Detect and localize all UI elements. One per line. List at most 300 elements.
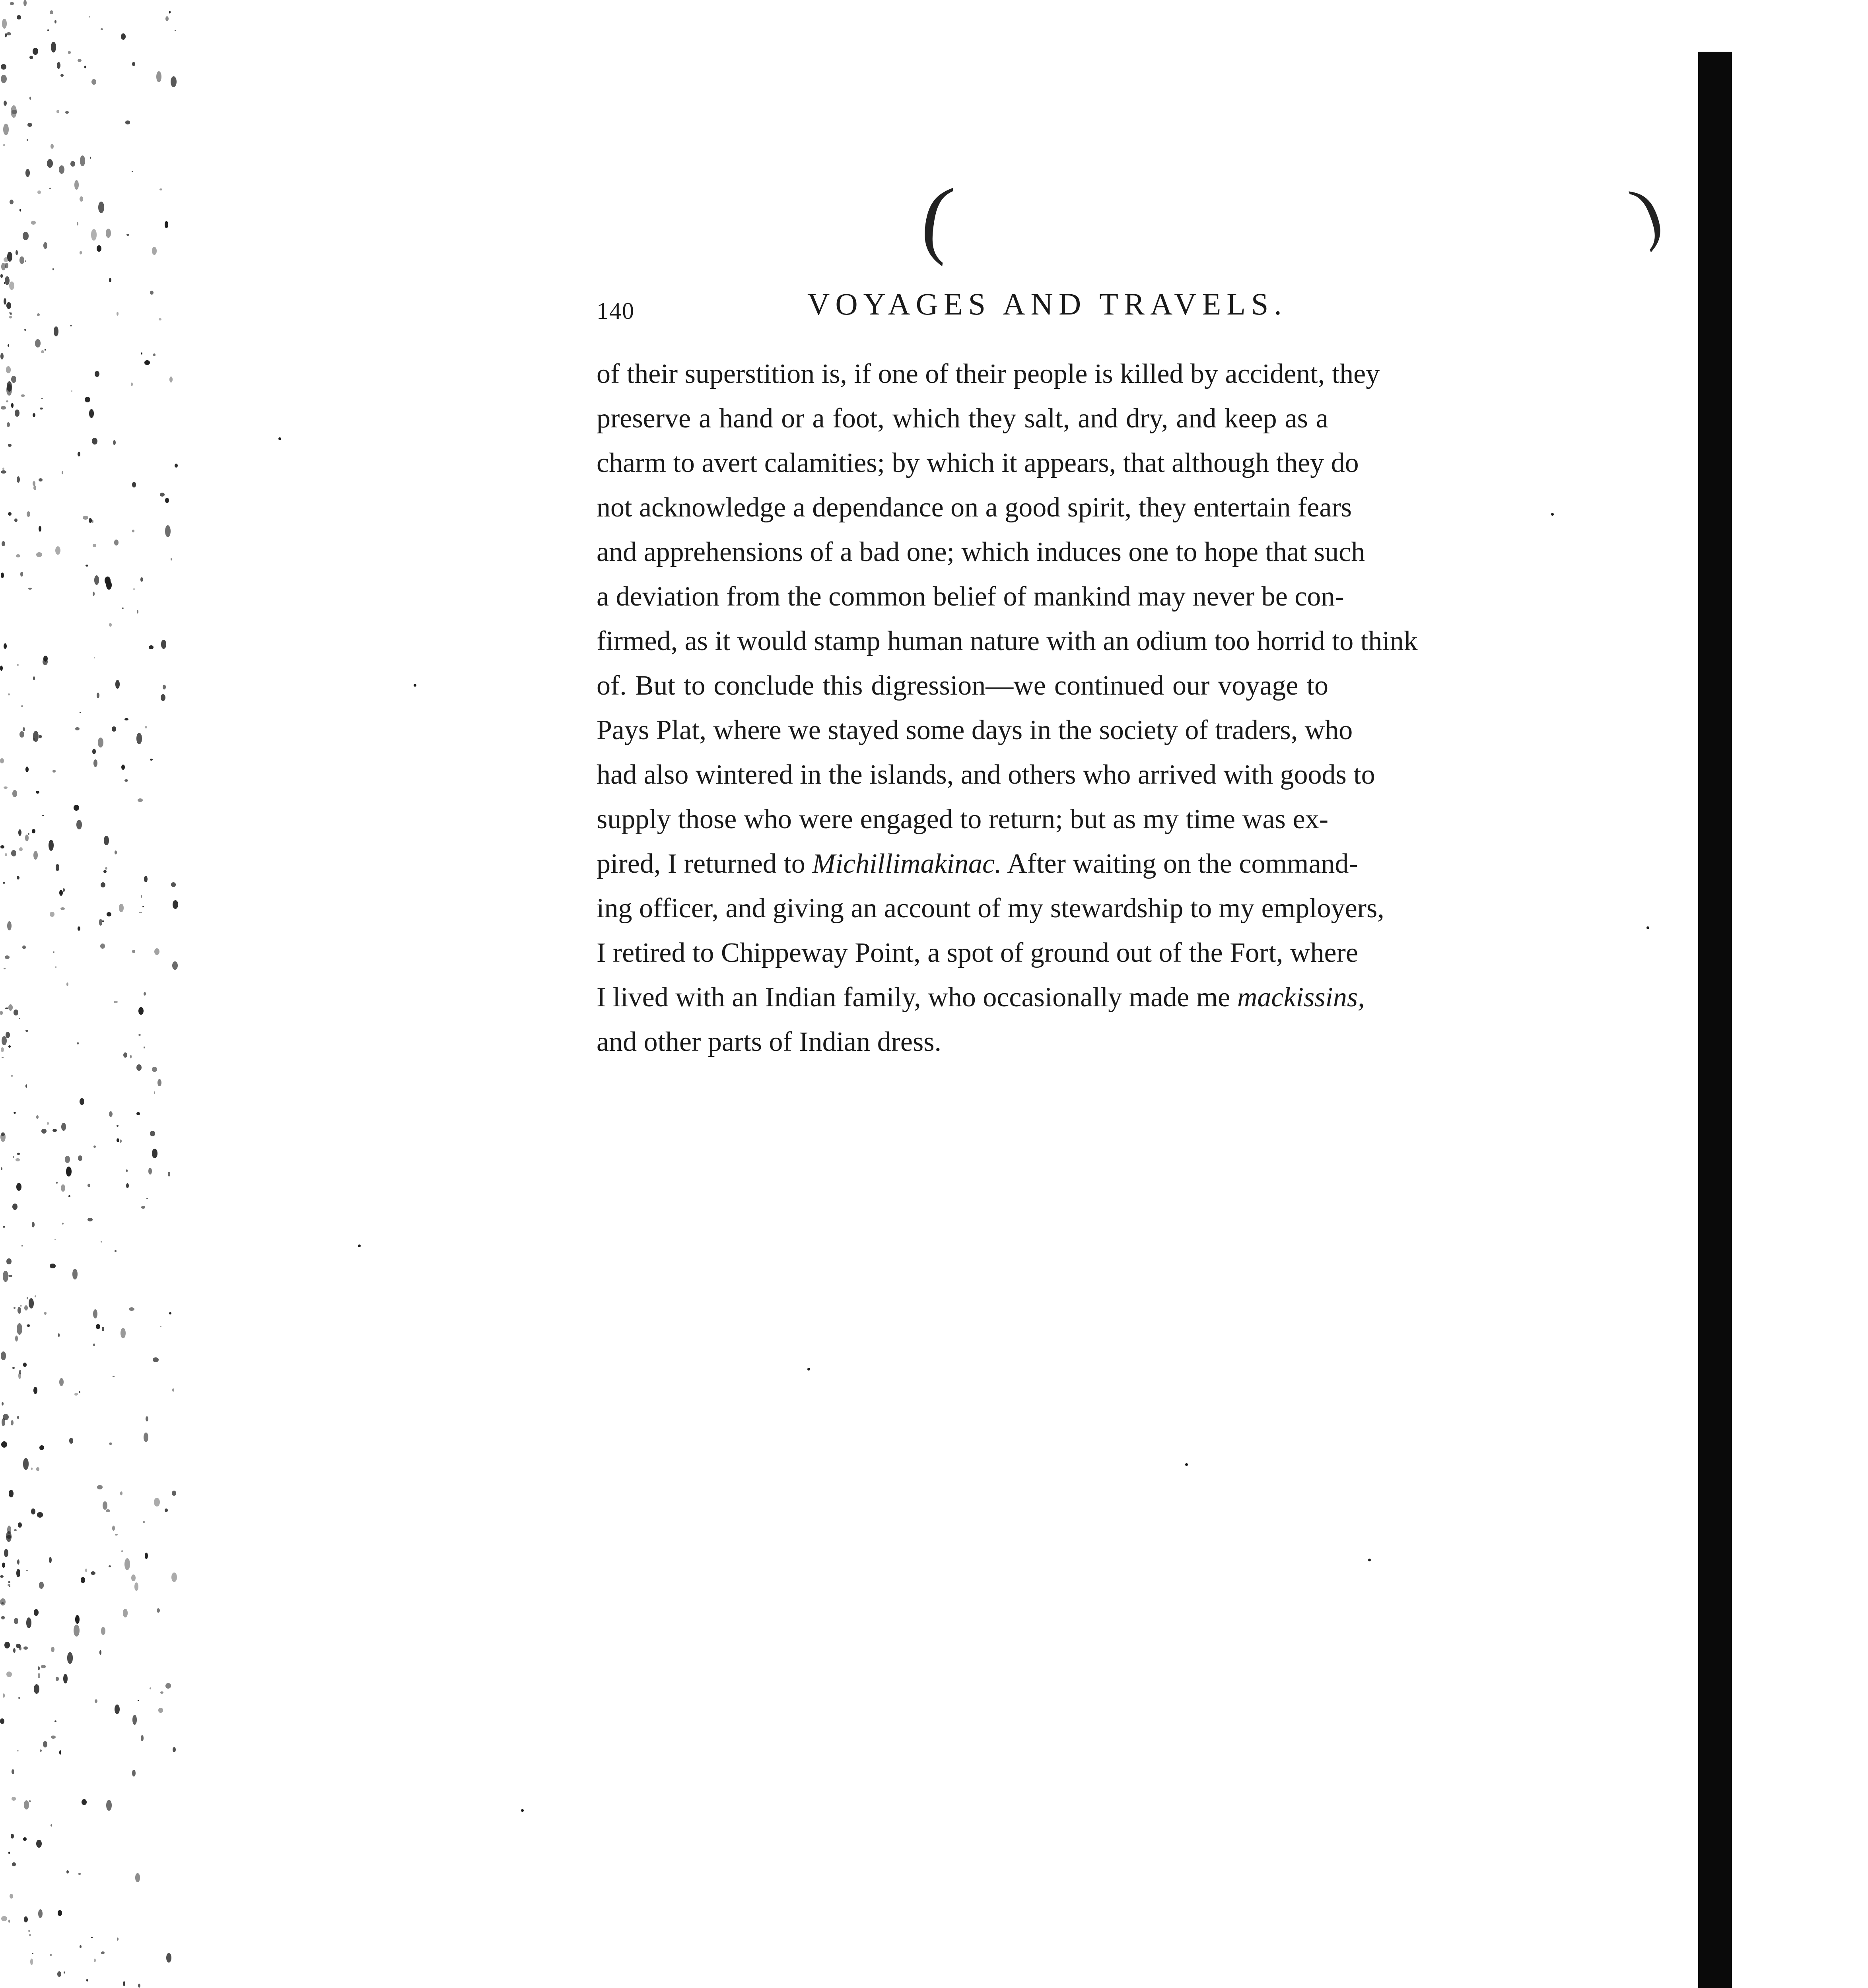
- text-line: had also wintered in the islands, and others who arrived with goods to: [597, 759, 1375, 790]
- scan-speck: [0, 1598, 6, 1606]
- scan-speck: [16, 1644, 20, 1648]
- scan-speck: [67, 1652, 73, 1664]
- scan-speck: [163, 685, 166, 689]
- scan-speck: [58, 1333, 60, 1337]
- running-head: VOYAGES AND TRAVELS.: [807, 287, 1287, 321]
- scan-speck: [19, 256, 24, 264]
- scan-speck: [69, 1438, 74, 1443]
- scan-speck: [20, 572, 23, 577]
- scan-speck: [18, 1522, 22, 1528]
- scan-speck: [124, 1558, 130, 1570]
- scan-speck: [172, 1491, 176, 1496]
- scan-speck: [153, 353, 155, 356]
- scan-speck: [5, 1008, 8, 1010]
- scan-speck: [86, 1979, 88, 1982]
- scan-speck: [145, 1553, 148, 1559]
- scan-speck: [157, 1608, 160, 1613]
- scan-speck: [113, 440, 116, 445]
- scan-speck: [153, 1357, 159, 1363]
- scan-speck: [91, 1571, 95, 1575]
- scan-speck: [120, 1140, 121, 1143]
- scan-speck: [8, 344, 9, 347]
- scan-speck: [30, 1959, 33, 1965]
- scan-speck: [1185, 1463, 1188, 1466]
- scan-speck: [4, 786, 8, 789]
- scan-speck: [29, 1800, 31, 1802]
- scan-speck: [3, 124, 9, 135]
- scan-speck: [101, 1627, 106, 1635]
- text-line: Pays Plat, where we stayed some days in the society of traders, who: [597, 715, 1353, 746]
- scan-speck: [31, 221, 35, 225]
- scan-speck: [132, 62, 135, 66]
- scan-speck: [36, 1840, 42, 1848]
- page-header: [597, 286, 1328, 330]
- scan-speck: [80, 251, 82, 254]
- scan-speck: [8, 512, 12, 516]
- text-segment: I lived with an Indian family, who occasionally made me: [597, 982, 1237, 1013]
- scan-speck: [77, 222, 78, 225]
- scan-speck: [115, 1705, 120, 1714]
- text-segment: pired, I returned to: [597, 848, 813, 879]
- scan-speck: [143, 1521, 145, 1523]
- scan-speck: [138, 798, 143, 802]
- scan-speck: [146, 1198, 148, 1199]
- scan-speck: [112, 1526, 115, 1531]
- scan-speck: [104, 836, 109, 845]
- scan-speck: [169, 1312, 171, 1314]
- scan-speck: [144, 1046, 145, 1048]
- scan-speck: [101, 28, 103, 30]
- scan-speck: [32, 829, 36, 833]
- scan-speck: [132, 1715, 137, 1724]
- scan-speck: [106, 1509, 110, 1512]
- scan-speck: [23, 0, 27, 6]
- scan-speck: [39, 735, 42, 738]
- scan-speck: [109, 623, 112, 627]
- scan-speck: [124, 779, 128, 781]
- scan-speck: [76, 820, 82, 829]
- scan-speck: [93, 759, 97, 767]
- scan-speck: [14, 1112, 16, 1114]
- scan-speck: [0, 1011, 3, 1015]
- scan-speck: [121, 1328, 126, 1338]
- scan-speck: [11, 1834, 14, 1839]
- scan-speck: [34, 1609, 39, 1616]
- scan-speck: [65, 111, 69, 114]
- scan-speck: [807, 1368, 810, 1371]
- scan-speck: [47, 29, 49, 31]
- scan-speck: [93, 1145, 96, 1148]
- scan-speck: [78, 1155, 82, 1161]
- scan-speck: [63, 1674, 68, 1683]
- scan-speck: [37, 313, 40, 316]
- scan-speck: [142, 906, 144, 907]
- scan-speck: [0, 274, 3, 278]
- scan-speck: [16, 250, 18, 256]
- scan-speck: [95, 371, 99, 377]
- scan-speck: [74, 805, 79, 811]
- scan-speck: [39, 1445, 44, 1450]
- scan-speck: [41, 1665, 46, 1668]
- scan-speck: [144, 876, 148, 882]
- scan-speck: [19, 209, 21, 212]
- scan-speck: [40, 408, 43, 410]
- scan-speck: [140, 577, 144, 582]
- scan-speck: [112, 726, 116, 732]
- scan-speck: [82, 1799, 87, 1805]
- scan-speck: [172, 961, 177, 970]
- scan-speck: [27, 1324, 30, 1327]
- scan-speck: [6, 1032, 10, 1038]
- scan-speck: [18, 1373, 21, 1379]
- scan-speck: [1, 1167, 2, 1170]
- scan-speck: [12, 1367, 15, 1369]
- scan-speck: [5, 33, 7, 37]
- scan-speck: [141, 352, 142, 355]
- scan-speck: [56, 864, 59, 871]
- scan-speck: [68, 51, 71, 54]
- scan-speck: [161, 694, 165, 701]
- page-number: 140: [597, 298, 635, 324]
- scan-speck: [33, 676, 35, 680]
- scan-speck: [2, 1036, 7, 1045]
- scan-speck: [12, 1797, 16, 1801]
- scan-speck: [14, 518, 17, 522]
- scan-speck: [138, 1034, 141, 1036]
- scan-speck: [6, 1258, 12, 1265]
- scan-speck: [59, 890, 63, 896]
- scan-speck: [11, 1075, 13, 1077]
- scan-speck: [51, 1736, 56, 1739]
- scan-speck: [132, 530, 134, 532]
- stray-mark-hook: ): [1621, 171, 1672, 254]
- scan-speck: [7, 422, 10, 427]
- scan-speck: [33, 481, 35, 486]
- scan-speck: [10, 1894, 13, 1899]
- scan-speck: [33, 731, 39, 742]
- scan-speck: [154, 1498, 160, 1507]
- scan-speck: [14, 1529, 17, 1531]
- scan-speck: [4, 257, 8, 262]
- scan-speck: [133, 588, 134, 590]
- scan-speck: [52, 1129, 57, 1132]
- scan-speck: [14, 1010, 18, 1015]
- scan-speck: [80, 1945, 82, 1948]
- scan-speck: [41, 350, 44, 353]
- scan-speck: [103, 1501, 107, 1510]
- scan-speck: [66, 1167, 72, 1176]
- scan-speck: [109, 1111, 113, 1117]
- scan-speck: [85, 397, 91, 402]
- scan-speck: [75, 727, 80, 730]
- scan-speck: [20, 1305, 22, 1307]
- scan-speck: [9, 1490, 13, 1497]
- scan-speck: [80, 1098, 84, 1105]
- scan-speck: [160, 1691, 163, 1694]
- scan-speck: [1, 263, 6, 270]
- scan-speck: [25, 1030, 28, 1032]
- scan-speck: [117, 1938, 119, 1941]
- scan-speck: [35, 1295, 36, 1297]
- binding-shadow-bar: [1698, 52, 1732, 1988]
- scan-speck: [124, 718, 128, 720]
- scan-speck: [109, 278, 111, 282]
- scan-speck: [144, 1433, 148, 1442]
- scan-speck: [80, 155, 85, 166]
- scan-speck: [41, 398, 43, 399]
- scan-speck: [18, 1697, 20, 1699]
- scan-speck: [38, 1909, 43, 1918]
- scan-speck: [141, 1206, 145, 1208]
- scan-speck: [4, 968, 6, 969]
- scan-speck: [8, 693, 10, 695]
- scan-speck: [168, 1172, 170, 1176]
- scan-speck: [91, 520, 93, 523]
- scan-speck: [136, 1064, 142, 1071]
- scan-speck: [171, 882, 176, 887]
- scan-speck: [78, 59, 82, 62]
- scan-speck: [41, 1129, 47, 1134]
- scan-speck: [6, 32, 11, 35]
- scan-speck: [27, 511, 30, 517]
- scan-speck: [141, 1735, 144, 1741]
- scan-speck: [12, 790, 17, 797]
- scan-speck: [66, 982, 68, 986]
- scan-speck: [115, 1534, 117, 1536]
- scan-speck: [145, 726, 147, 728]
- scan-speck: [36, 791, 39, 794]
- scan-speck: [93, 544, 96, 547]
- scan-speck: [126, 234, 129, 236]
- scan-speck: [6, 400, 9, 402]
- scan-speck: [126, 1169, 128, 1172]
- scan-speck: [1, 1616, 5, 1619]
- scan-speck: [39, 526, 41, 532]
- scan-speck: [114, 540, 119, 546]
- scan-speck: [10, 200, 14, 204]
- scan-speck: [1, 573, 4, 578]
- scan-speck: [94, 1959, 96, 1962]
- scan-speck: [23, 1458, 29, 1470]
- scan-speck: [39, 478, 43, 481]
- scan-speck: [21, 705, 23, 707]
- scan-speck: [172, 1388, 174, 1392]
- text-line: charm to avert calamities; by which it appears, that although they do: [597, 448, 1359, 478]
- scan-speck: [28, 588, 31, 590]
- scan-speck: [78, 1873, 81, 1875]
- scan-speck: [4, 1642, 10, 1649]
- scan-speck: [19, 847, 23, 851]
- scan-speck: [54, 1239, 56, 1240]
- scan-speck: [75, 1615, 80, 1624]
- scan-speck: [8, 1920, 10, 1923]
- scan-speck: [103, 870, 107, 873]
- binding-gutter-speckle: [0, 0, 187, 1988]
- body-paragraph: [597, 352, 1418, 1064]
- scan-speck: [16, 1158, 20, 1161]
- scan-speck: [58, 1910, 62, 1916]
- text-line: ing officer, and giving an account of my stewardship to my employers,: [597, 893, 1384, 924]
- scan-speck: [3, 1271, 8, 1282]
- scan-speck: [13, 1648, 16, 1653]
- scan-speck: [59, 1378, 64, 1386]
- scan-speck: [33, 48, 39, 55]
- scan-speck: [171, 558, 172, 561]
- scan-speck: [165, 1683, 171, 1689]
- scan-speck: [139, 912, 142, 914]
- scan-speck: [0, 353, 4, 359]
- scan-speck: [71, 390, 73, 392]
- scan-speck: [10, 2, 14, 5]
- scan-speck: [52, 770, 56, 772]
- scan-speck: [87, 1218, 93, 1221]
- scan-speck: [23, 232, 28, 240]
- scan-speck: [61, 1184, 65, 1192]
- scan-speck: [93, 1309, 97, 1319]
- scan-speck: [22, 945, 26, 949]
- scan-speck: [141, 895, 142, 897]
- scan-speck: [154, 1091, 155, 1094]
- scan-speck: [120, 1491, 122, 1495]
- scan-speck: [160, 493, 165, 497]
- scan-speck: [136, 733, 142, 744]
- scan-speck: [6, 302, 11, 309]
- scan-speck: [125, 120, 130, 124]
- scan-speck: [60, 907, 65, 910]
- scan-speck: [358, 1244, 361, 1247]
- scan-speck: [1, 1602, 4, 1604]
- scan-speck: [0, 1718, 4, 1724]
- scan-speck: [23, 727, 25, 731]
- scan-speck: [56, 110, 59, 113]
- scan-speck: [159, 188, 162, 190]
- scan-speck: [29, 1298, 34, 1308]
- scan-speck: [25, 260, 26, 262]
- scan-speck: [169, 377, 173, 382]
- scan-speck: [25, 835, 29, 841]
- scan-speck: [1, 1351, 6, 1360]
- scan-speck: [32, 1222, 35, 1227]
- scan-speck: [25, 169, 30, 177]
- scan-speck: [105, 867, 107, 870]
- scan-speck: [49, 188, 51, 190]
- scan-speck: [38, 1673, 40, 1678]
- scan-speck: [85, 1569, 87, 1572]
- scan-speck: [19, 1018, 20, 1019]
- text-line: not acknowledge a dependance on a good spirit, they entertain fears: [597, 492, 1352, 523]
- scan-speck: [150, 759, 153, 761]
- scan-speck: [138, 1984, 140, 1988]
- scan-speck: [17, 1559, 20, 1565]
- scan-speck: [17, 664, 19, 666]
- scan-speck: [15, 1336, 18, 1341]
- scan-speck: [83, 516, 88, 520]
- scan-speck: [17, 1416, 19, 1419]
- scan-speck: [175, 30, 176, 31]
- text-line-with-italic: [597, 975, 1365, 1020]
- scan-speck: [42, 815, 44, 816]
- scan-speck: [5, 276, 9, 285]
- scan-speck: [72, 1269, 78, 1279]
- scan-speck: [5, 853, 7, 856]
- scan-speck: [8, 1275, 12, 1277]
- scan-speck: [91, 79, 96, 85]
- scan-speck: [17, 1750, 19, 1751]
- scan-speck: [100, 944, 105, 949]
- scan-speck: [152, 247, 157, 254]
- scan-speck: [1646, 926, 1649, 929]
- text-line-last: and other parts of Indian dress.: [597, 1027, 941, 1057]
- scan-speck: [74, 1393, 78, 1396]
- scan-speck: [60, 74, 64, 77]
- scan-speck: [4, 1549, 8, 1557]
- scan-speck: [24, 329, 26, 331]
- scan-speck: [78, 926, 81, 931]
- scan-speck: [154, 948, 159, 955]
- scan-speck: [3, 1226, 5, 1228]
- scan-speck: [2, 1418, 5, 1427]
- scan-speck: [134, 1582, 138, 1590]
- scan-speck: [132, 171, 133, 172]
- scan-speck: [1, 75, 7, 83]
- scan-speck: [165, 1508, 168, 1512]
- scan-speck: [165, 498, 169, 503]
- scan-speck: [106, 1800, 111, 1811]
- text-line: a deviation from the common belief of mankind may never be con-: [597, 581, 1344, 612]
- scan-speck: [12, 1862, 16, 1867]
- scan-speck: [54, 326, 58, 336]
- scan-speck: [47, 159, 53, 168]
- scan-speck: [70, 161, 75, 167]
- scan-speck: [45, 349, 46, 351]
- scan-speck: [4, 643, 7, 649]
- scan-speck: [2, 1402, 4, 1406]
- italic-term: mackissins,: [1237, 982, 1365, 1013]
- scan-speck: [29, 1934, 31, 1936]
- scan-speck: [7, 921, 12, 930]
- scan-speck: [9, 316, 12, 318]
- scan-speck: [175, 464, 178, 468]
- scan-speck: [149, 645, 154, 649]
- scan-speck: [91, 229, 97, 241]
- scan-speck: [102, 1327, 104, 1331]
- scan-speck: [97, 1485, 103, 1489]
- scan-speck: [33, 1387, 37, 1394]
- text-line: firmed, as it would stamp human nature with an odium too horrid to think: [597, 626, 1418, 656]
- scan-speck: [102, 920, 104, 922]
- scan-speck: [56, 1677, 59, 1681]
- scan-speck: [9, 1586, 11, 1587]
- scan-speck: [70, 325, 72, 326]
- scan-speck: [26, 1570, 28, 1571]
- scan-speck: [101, 1951, 105, 1954]
- scan-speck: [1368, 1559, 1371, 1561]
- scan-speck: [61, 1123, 66, 1131]
- scan-speck: [131, 382, 133, 386]
- text-line-with-italic: [597, 842, 1358, 886]
- text-line: of their superstition is, if one of their people is killed by accident, they: [597, 359, 1380, 389]
- scan-speck: [27, 1297, 28, 1299]
- scan-speck: [136, 1112, 140, 1115]
- scan-speck: [414, 684, 416, 687]
- scan-speck: [156, 71, 161, 82]
- scan-speck: [107, 912, 111, 916]
- scan-speck: [29, 97, 31, 100]
- scan-speck: [29, 56, 33, 59]
- scan-speck: [0, 666, 3, 671]
- scan-speck: [54, 20, 56, 24]
- scan-speck: [31, 1468, 32, 1470]
